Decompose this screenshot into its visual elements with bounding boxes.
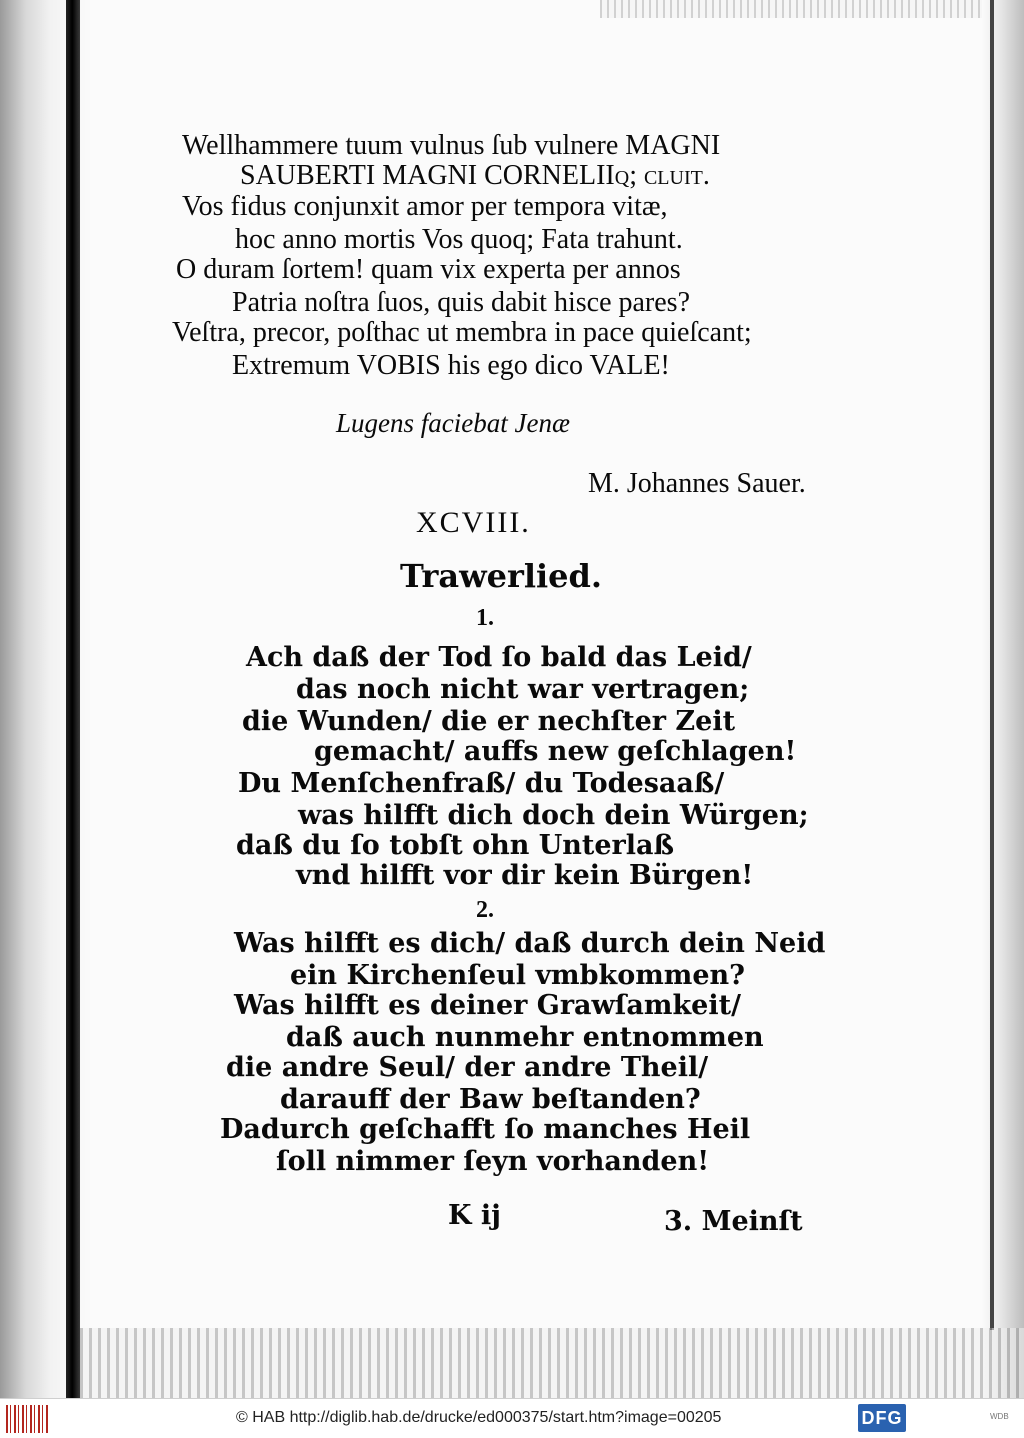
latin-line: Wellhammere tuum vulnus ſub vulnere MAGNI [182,130,721,161]
stanza-line: Ach daß der Tod ſo bald das Leid/ [246,642,752,673]
stanza-line: ſoll nimmer ſeyn vorhanden! [276,1146,710,1177]
stanza-line: daß auch nunmehr entnommen [286,1022,764,1053]
latin-line: Patria noſtra ſuos, quis dabit hisce pares? [232,287,690,318]
stanza-line: Was hilfft es deiner Grawſamkeit/ [234,990,741,1021]
stanza-number: 2. [476,897,494,923]
section-title: Trawerlied. [400,557,603,595]
latin-line: hoc anno mortis Vos quoq; Fata trahunt. [235,224,683,255]
stanza-number: 1. [476,605,494,631]
wdb-mark: WDB [990,1412,1009,1421]
stanza-line: was hilfft dich doch dein Würgen; [298,800,809,831]
page-bottom-edge [80,1328,1024,1398]
stanza-line: ein Kirchenſeul vmbkommen? [290,960,745,991]
barcode-logo-icon [6,1405,50,1433]
stanza-line: das noch nicht war vertragen; [296,674,750,705]
stanza-line: die andre Seul/ der andre Theil/ [226,1052,709,1083]
latin-line: Extremum VOBIS his ego dico VALE! [232,350,670,381]
stanza-line: Was hilfft es dich/ daß durch dein Neid [234,928,826,959]
page-right-edge-line [990,0,994,1330]
catchword: 3. Meinſt [664,1206,803,1237]
latin-line: Veſtra, precor, poſthac ut membra in pace quieſcant; [172,317,752,348]
stanza-line: gemacht/ auffs new geſchlagen! [314,736,797,767]
signature-author: M. Johannes Sauer. [588,468,806,499]
signature-mark: K ij [448,1200,501,1231]
stanza-line: vnd hilfft vor dir kein Bürgen! [296,860,754,891]
section-number: XCVIII. [416,506,531,539]
latin-line: SAUBERTI MAGNI CORNELIIq; cluit. [240,160,710,191]
stanza-line: darauff der Baw beſtanden? [280,1084,701,1115]
source-credit-link[interactable]: © HAB http://diglib.hab.de/drucke/ed000375/start.htm?image=00205 [236,1409,722,1426]
page-top-edge [600,0,1024,18]
dfg-logo: DFG [858,1404,906,1432]
binding-gutter [66,0,80,1398]
signature-place: Lugens faciebat Jenæ [336,408,570,438]
stanza-line: daß du ſo tobſt ohn Unterlaß [236,830,675,861]
stanza-line: die Wunden/ die er nechſter Zeit [242,706,736,737]
latin-line: O duram ſortem! quam vix experta per annos [176,254,681,285]
stanza-line: Dadurch geſchafft ſo manches Heil [220,1114,751,1145]
stanza-line: Du Menſchenfraß/ du Todesaaß/ [238,768,725,799]
latin-line: Vos fidus conjunxit amor per tempora vitæ, [182,191,668,222]
viewer-footer [0,1398,1024,1438]
page-right-edge [982,0,1024,1398]
